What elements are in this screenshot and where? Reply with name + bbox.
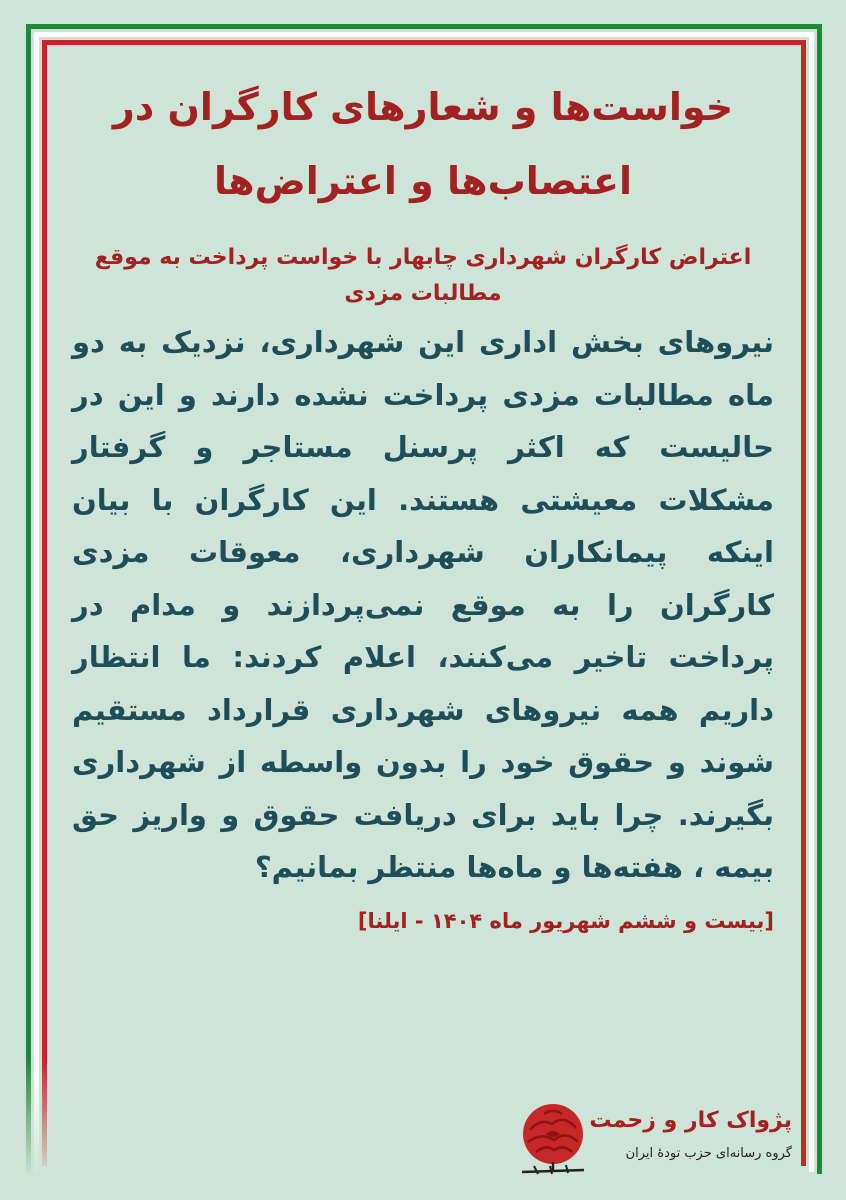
- title-line-1: خواست‌ها و شعارهای کارگران در: [112, 85, 734, 129]
- publisher-logo: [498, 1098, 798, 1188]
- publisher-tagline: گروه رسانه‌ای حزب تودهٔ ایران: [625, 1146, 792, 1161]
- publisher-name: پژواک کار و زحمت: [589, 1108, 792, 1133]
- source-citation: [بیست و ششم شهریور ماه ۱۴۰۴ - ایلنا]: [357, 908, 774, 933]
- article-subtitle: اعتراض کارگران شهرداری چابهار با خواست پرداخت به موقع مطالبات مزدی: [94, 245, 752, 306]
- page-title: [66, 70, 780, 218]
- red-rose-icon: [516, 1100, 590, 1180]
- article: [66, 70, 780, 938]
- title-line-2: اعتصاب‌ها و اعتراض‌ها: [214, 159, 632, 203]
- frame-fade: [20, 1060, 60, 1200]
- article-body: نیروهای بخش اداری این شهرداری، نزدیک به دو ماه مطالبات مزدی پرداخت نشده دارند و این در حالیست که اکثر پرسنل مستاجر و گرفتار مشکلات معیشتی هستند. این کارگران با بیان اینکه پیمانکاران شهرداری، معوقات مزدی کارگران را به موقع نمی‌پردازند و مدام در پرداخت تاخیر می‌کنند، اعلام کردند: ما انتظار داریم همه نیروهای شهرداری قرارداد مستقیم شوند و حقوق خود را بدون واسطه از شهرداری بگیرند. چرا باید برای دریافت حقوق و واریز حق بیمه ، هفته‌ها و ماه‌ها منتظر بمانیم؟: [72, 325, 774, 884]
